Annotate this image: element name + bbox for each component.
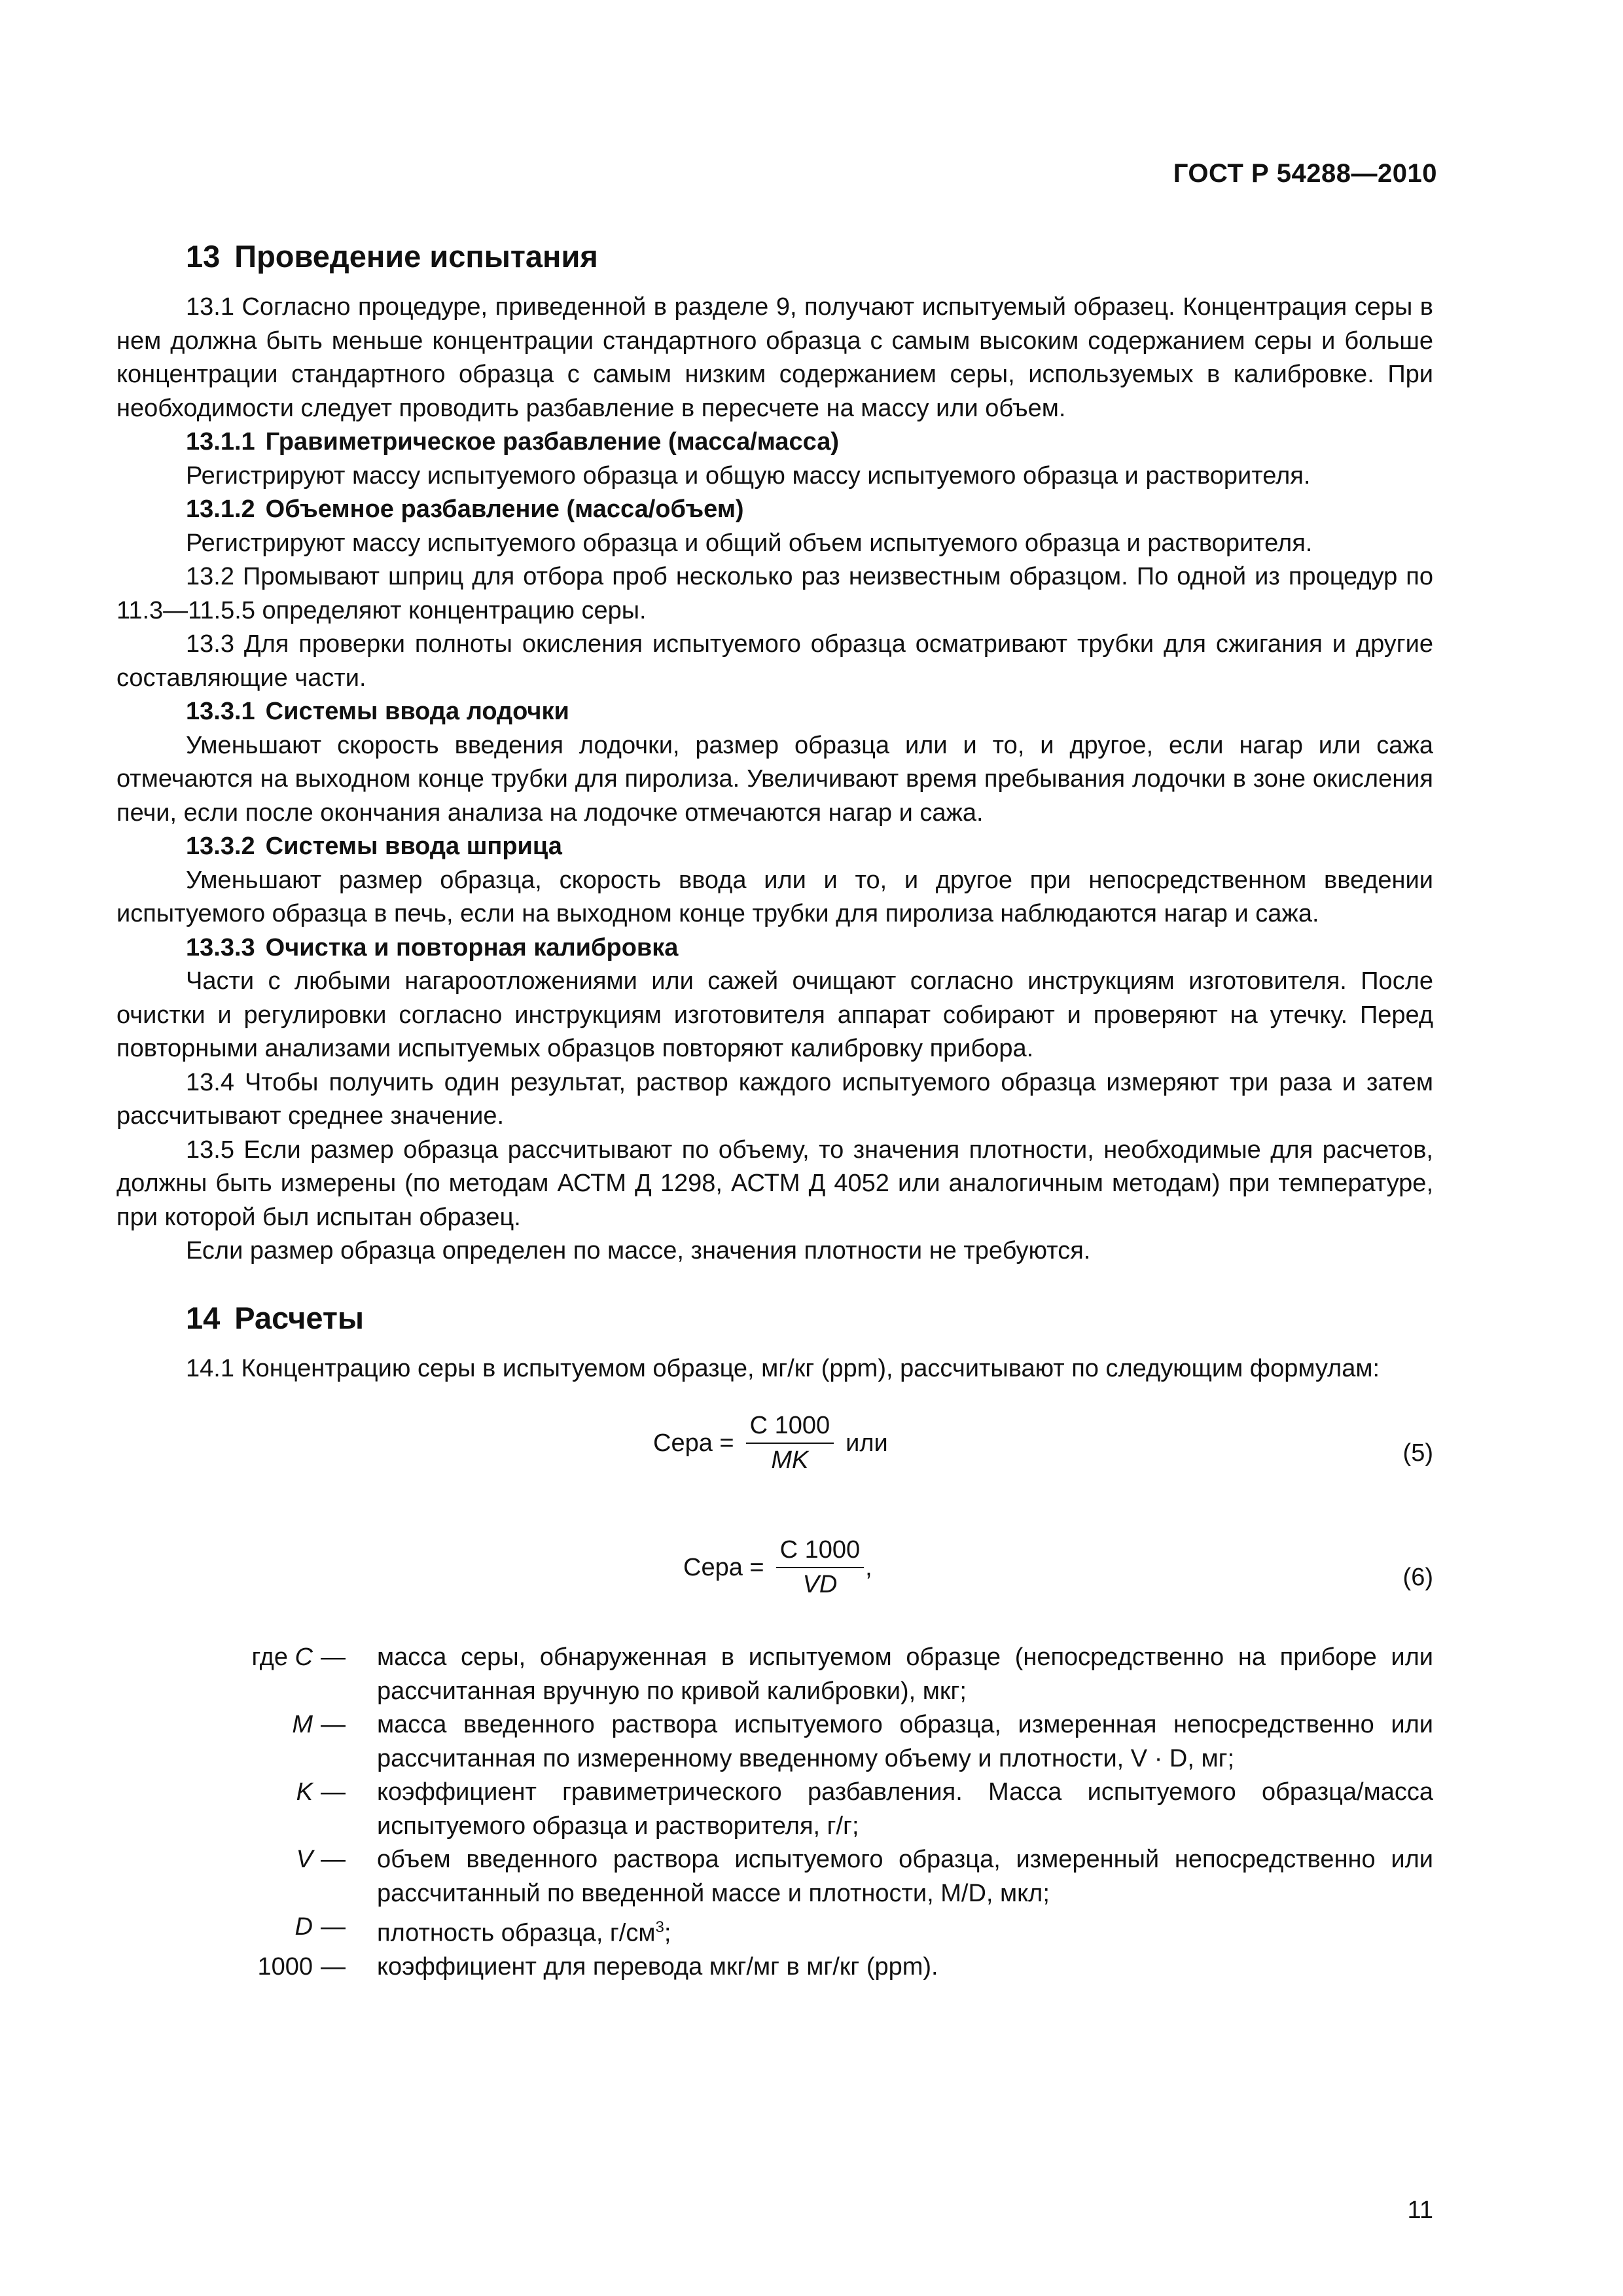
section-title: Проведение испытания xyxy=(234,239,598,274)
subsection-title: Очистка и повторная калибровка xyxy=(265,933,679,961)
symbol-definitions xyxy=(116,1641,1433,1984)
formula-numerator: C 1000 xyxy=(746,1412,834,1444)
formula-fraction xyxy=(746,1412,834,1475)
symbol: C xyxy=(294,1643,313,1671)
definition-text: коэффициент гравиметрического разбавления. Масса испытуемого образца/масса испытуемого образца и растворителя, г/г; xyxy=(377,1778,1433,1840)
paragraph-13-4: 13.4 Чтобы получить один результат, раствор каждого испытуемого образца измеряют три раза и затем рассчитывают среднее значение. xyxy=(116,1068,1433,1130)
formula-lhs: Сера = xyxy=(683,1553,764,1581)
subsection-title: Системы ввода шприца xyxy=(265,833,562,860)
paragraph-13-3-1: Уменьшают скорость введения лодочки, размер образца или и то, и другое, если нагар или сажа отмечаются на выходном конце трубки для пиролиза. Увеличивают время пребывания лодочки в зоне окисления печи, если после окончания анализа на лодочке отмечаются нагар и сажа. xyxy=(116,731,1433,827)
subsection-13-1-1-heading xyxy=(116,425,1433,459)
definition-text: объем введенного раствора испытуемого образца, измеренный непосредственно или рассчитанный по введенной массе и плотности, M/D, мкл; xyxy=(377,1846,1433,1907)
paragraph-13-3-3: Части с любыми нагароотложениями или сажей очищают согласно инструкциям изготовителя. После очистки и регулировки согласно инструкциям изготовителя аппарат собирают и проверяют на утечку. Перед повторными анализами испытуемых образцов повторяют калибровку прибора. xyxy=(116,967,1433,1062)
page-number: 11 xyxy=(1407,2197,1433,2224)
section-number: 14 xyxy=(186,1300,221,1335)
formula-suffix: или xyxy=(846,1429,888,1457)
subsection-13-3-2-heading xyxy=(116,830,1433,864)
subsection-number: 13.1.2 xyxy=(186,495,255,523)
definition-c: где C — масса серы, обнаруженная в испытуемом образце (непосредственно на приборе или рассчитанная вручную по кривой калибровки), мкг; xyxy=(251,1643,1433,1705)
definition-text: плотность образца, г/см xyxy=(377,1919,656,1947)
formula-6 xyxy=(116,1536,1433,1634)
paragraph-13-5: 13.5 Если размер образца рассчитывают по объему, то значения плотности, необходимые для расчетов, должны быть измерены (по методам АСТМ Д 1298, АСТМ Д 4052 или аналогичным методам) при температуре, при которой был испытан образец. xyxy=(116,1136,1433,1231)
subsection-13-3-1-heading xyxy=(116,695,1433,729)
subsection-title: Системы ввода лодочки xyxy=(265,698,569,725)
subsection-title: Объемное разбавление (масса/объем) xyxy=(265,495,744,523)
paragraph-14-1: 14.1 Концентрацию серы в испытуемом образце, мг/кг (ppm), рассчитывают по следующим формулам: xyxy=(186,1354,1380,1382)
symbol: D xyxy=(294,1913,313,1941)
section-13-heading xyxy=(186,236,1433,278)
document-code: ГОСТ Р 54288—2010 xyxy=(1173,159,1437,188)
symbol: V xyxy=(296,1846,313,1873)
definition-v: V — объем введенного раствора испытуемого образца, измеренный непосредственно или рассчитанный по введенной массе и плотности, M/D, мкл; xyxy=(296,1846,1433,1907)
paragraph-13-1-2: Регистрируют массу испытуемого образца и общий объем испытуемого образца и растворителя. xyxy=(186,529,1313,557)
symbol: M xyxy=(292,1711,313,1738)
subsection-number: 13.3.1 xyxy=(186,698,255,725)
subsection-number: 13.3.2 xyxy=(186,833,255,860)
formula-fraction xyxy=(776,1536,865,1599)
paragraph-13-5-note: Если размер образца определен по массе, значения плотности не требуются. xyxy=(186,1237,1091,1265)
section-title: Расчеты xyxy=(234,1300,365,1335)
definition-tail: ; xyxy=(664,1919,671,1947)
paragraph-13-2: 13.2 Промывают шприц для отбора проб несколько раз неизвестным образцом. По одной из процедур по 11.3—11.5.5 определяют концентрацию серы. xyxy=(116,563,1433,624)
definition-text: масса введенного раствора испытуемого образца, измеренная непосредственно или рассчитанная по измеренному введенному объему и плотности, V · D, мг; xyxy=(377,1711,1433,1772)
paragraph-13-3-2: Уменьшают размер образца, скорость ввода или и то, и другое при непосредственном введении испытуемого образца в печь, если на выходном конце трубки для пиролиза наблюдаются нагар и сажа. xyxy=(116,866,1433,927)
definition-text: коэффициент для перевода мкг/мг в мг/кг (ppm). xyxy=(377,1953,938,1981)
section-number: 13 xyxy=(186,239,221,274)
formula-5 xyxy=(116,1412,1433,1510)
definition-text: масса серы, обнаруженная в испытуемом образце (непосредственно на приборе или рассчитанная вручную по кривой калибровки), мкг; xyxy=(377,1643,1433,1705)
formula-denominator: MK xyxy=(771,1446,809,1474)
definition-m: M — масса введенного раствора испытуемого образца, измеренная непосредственно или рассчитанная по измеренному введенному объему и плотности, V · D, мг; xyxy=(292,1711,1433,1772)
formula-denominator: VD xyxy=(802,1571,838,1598)
section-14-heading xyxy=(186,1297,1433,1339)
subsection-13-1-2-heading xyxy=(116,493,1433,527)
document-body xyxy=(116,236,1433,1984)
definition-d: D — плотность образца, $г/см^3$; xyxy=(294,1913,671,1947)
paragraph-13-1-1: Регистрируют массу испытуемого образца и общую массу испытуемого образца и растворителя. xyxy=(186,461,1311,490)
subsection-title: Гравиметрическое разбавление (масса/масса) xyxy=(265,428,840,456)
symbol: 1000 xyxy=(257,1953,313,1981)
definition-k: K — коэффициент гравиметрического разбавления. Масса испытуемого образца/масса испытуемого образца и растворителя, г/г; xyxy=(296,1778,1433,1840)
subsection-number: 13.3.3 xyxy=(186,933,255,961)
subsection-13-3-3-heading xyxy=(116,931,1433,965)
paragraph-13-3: 13.3 Для проверки полноты окисления испытуемого образца осматривают трубки для сжигания и другие составляющие части. xyxy=(116,630,1433,692)
superscript: 3 xyxy=(655,1918,664,1936)
symbol: K xyxy=(296,1778,313,1806)
paragraph-13-1: 13.1 Согласно процедуре, приведенной в разделе 9, получают испытуемый образец. Концентрация серы в нем должна быть меньше концентрации стандартного образца с самым высоким содержанием серы и больше концентрации стандартного образца с самым низким содержанием серы, используемых в калибровке. При необходимости следует проводить разбавление в пересчете на массу или объем. xyxy=(116,293,1433,422)
where-word: где xyxy=(251,1643,288,1671)
formula-numerator: C 1000 xyxy=(776,1536,865,1568)
subsection-number: 13.1.1 xyxy=(186,428,255,456)
equation-number: (5) xyxy=(1402,1439,1433,1467)
equation-number: (6) xyxy=(1402,1564,1433,1591)
formula-lhs: Сера = xyxy=(653,1429,734,1457)
formula-suffix: , xyxy=(865,1553,872,1581)
definition-1000: 1000 — коэффициент для перевода мкг/мг в мг/кг (ppm). xyxy=(257,1953,938,1981)
